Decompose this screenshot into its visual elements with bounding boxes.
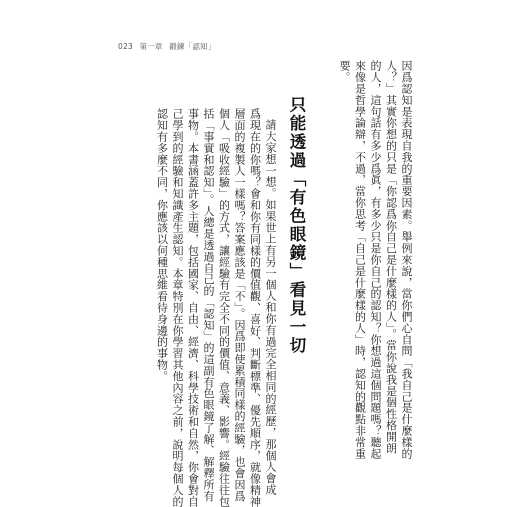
text-column: 來像是哲學論辯，不過，當你思考「自己是什麼樣的人」時，認知的觀點非常重	[353, 60, 367, 459]
section-heading: 只能透過「有色眼鏡」看見一切	[287, 96, 306, 355]
text-column: 己學到的經驗和知識產生認知。本章特別在你學習其他內容之前，說明每個人的	[171, 108, 184, 507]
text-column: 括「事實和認知」。人總是透過自己的「認知」的這副有色眼鏡了解、解釋所有	[202, 108, 215, 502]
text-column: 人？」其實你想的只是「你認爲你自己是什麼樣的人」。當你說我是個性格開朗	[384, 60, 398, 454]
body-paragraph	[152, 108, 276, 507]
intro-paragraph	[335, 60, 413, 459]
text-column: 事物。本書涵蓋許多主題，包括國家、自由、經濟、科學技術和自然，你會對自	[186, 108, 200, 507]
text-column: 要。	[338, 60, 351, 83]
running-header	[118, 41, 219, 52]
text-column: 因爲認知是表現自我的重要因素。舉例來說，當你們心自問「我自己是什麼樣的	[400, 60, 413, 459]
chapter-label: 第一章	[139, 42, 163, 51]
text-column: 認知有多麼不同，你應該以何種思維看待身邊的事物。	[155, 108, 169, 382]
text-column: 的人，這句話有多少爲眞，有多少只是你自己的認知？你想過這個問題嗎？聽起	[369, 60, 382, 459]
text-column: 爲現在的你嗎？會和你有同樣的價值觀、喜好、判斷標準、優先順序，就像精神	[248, 108, 262, 507]
text-column: 層面的複製人一樣嗎？答案應該是「不」。因爲即使累積同樣的經驗，也會因爲	[233, 108, 246, 502]
text-column: 請大家想一想。如果世上有另一個人和你有過完全相同的經歷，那個人會成	[264, 119, 277, 496]
chapter-title: 鍛鍊「認知」	[169, 42, 216, 51]
text-column: 個人「吸收經驗」的方式，讓經驗有完全不同的價值、意義、影響。經驗往往包	[217, 108, 231, 507]
page-number: 023	[118, 42, 133, 51]
